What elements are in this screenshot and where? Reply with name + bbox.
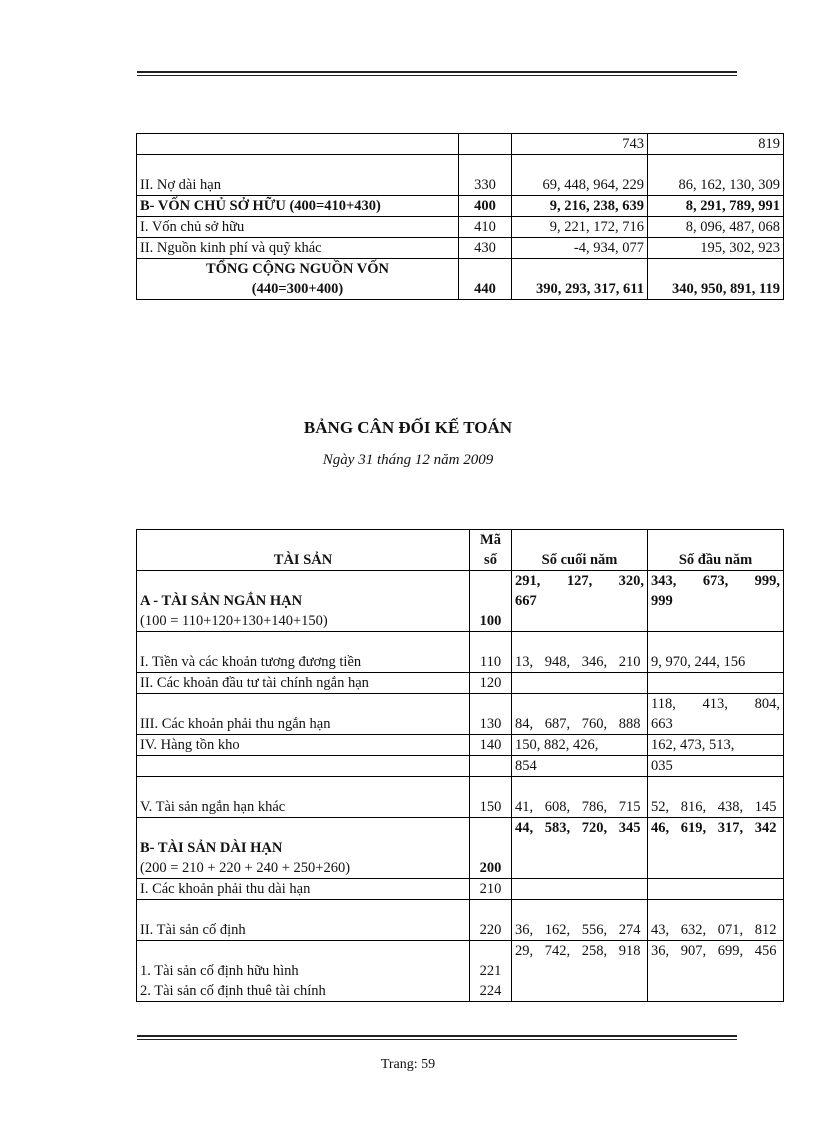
table-row [137, 673, 784, 694]
end-value [512, 879, 648, 900]
end-value: 9, 216, 238, 639 [512, 196, 648, 217]
row-label [137, 941, 470, 1002]
end-value: 291, 127, 320, 667 [512, 571, 648, 632]
end-value: 69, 448, 964, 229 [512, 155, 648, 196]
page-title: BẢNG CÂN ĐỐI KẾ TOÁN [303, 418, 513, 437]
row-label: II. Tài sản cố định [137, 900, 470, 941]
row-label-sub: (200 = 210 + 220 + 240 + 250+260) [140, 860, 351, 876]
row-label [137, 818, 470, 879]
row-label: I. Vốn chủ sở hữu [137, 217, 459, 238]
table-row [137, 217, 784, 238]
end-value: 743 [512, 134, 648, 155]
row-label: II. Nguồn kinh phí và quỹ khác [137, 238, 459, 259]
start-value: 343, 673, 999, 999 [648, 571, 784, 632]
start-value: 195, 302, 923 [648, 238, 784, 259]
start-value: 86, 162, 130, 309 [648, 155, 784, 196]
table-row [137, 632, 784, 673]
table-row [137, 879, 784, 900]
start-value: 36, 907, 699, 456 [648, 941, 784, 1002]
start-value: 162, 473, 513, [648, 735, 784, 756]
end-value: 390, 293, 317, 611 [512, 259, 648, 300]
table-row [137, 694, 784, 735]
row-code: 200 [470, 818, 512, 879]
row-label-main: 1. Tài sản cố định hữu hình [140, 963, 299, 979]
end-value: 854 [512, 756, 648, 777]
header-row [137, 530, 784, 571]
row-label-main: A - TÀI SẢN NGẮN HẠN [140, 593, 303, 609]
end-value: 41, 608, 786, 715 [512, 777, 648, 818]
total-label [137, 259, 459, 300]
row-label [137, 571, 470, 632]
start-value [648, 673, 784, 694]
end-value: 44, 583, 720, 345 [512, 818, 648, 879]
row-code: 120 [470, 673, 512, 694]
start-value: 9, 970, 244, 156 [648, 632, 784, 673]
row-code: 130 [470, 694, 512, 735]
footer-rule [137, 1035, 737, 1040]
header-start: Số đầu năm [648, 530, 784, 571]
table-row [137, 756, 784, 777]
total-label-line2: (440=300+400) [251, 281, 344, 297]
page-number: Trang: 59 [380, 1057, 436, 1072]
row-code: 140 [470, 735, 512, 756]
header-code: Mã số [470, 530, 512, 571]
table-row [137, 238, 784, 259]
table-row [137, 818, 784, 879]
row-label-sub: (100 = 110+120+130+140+150) [140, 613, 328, 629]
total-label-line1: TỔNG CỘNG NGUỒN VỐN [205, 261, 389, 277]
row-label [137, 756, 470, 777]
end-value: 29, 742, 258, 918 [512, 941, 648, 1002]
end-value: -4, 934, 077 [512, 238, 648, 259]
table-row [137, 155, 784, 196]
header-end: Số cuối năm [512, 530, 648, 571]
row-code: 330 [459, 155, 512, 196]
row-code-main: 221 [479, 963, 502, 979]
row-label [137, 134, 459, 155]
end-value [512, 673, 648, 694]
header-asset: TÀI SẢN [137, 530, 470, 571]
row-code: 220 [470, 900, 512, 941]
table-row [137, 134, 784, 155]
row-label: I. Các khoản phải thu dài hạn [137, 879, 470, 900]
row-code: 440 [459, 259, 512, 300]
row-label: I. Tiền và các khoản tương đương tiền [137, 632, 470, 673]
end-value: 150, 882, 426, [512, 735, 648, 756]
start-value: 8, 291, 789, 991 [648, 196, 784, 217]
table-row [137, 900, 784, 941]
row-label: II. Nợ dài hạn [137, 155, 459, 196]
start-value: 43, 632, 071, 812 [648, 900, 784, 941]
row-label-main: B- TÀI SẢN DÀI HẠN [140, 840, 283, 856]
table-row [137, 777, 784, 818]
row-label: II. Các khoản đầu tư tài chính ngắn hạn [137, 673, 470, 694]
row-label-sub: 2. Tài sản cố định thuê tài chính [140, 983, 326, 999]
end-value: 13, 948, 346, 210 [512, 632, 648, 673]
row-code: 410 [459, 217, 512, 238]
row-code: 100 [470, 571, 512, 632]
table-row [137, 571, 784, 632]
liabilities-table [136, 133, 784, 300]
start-value: 46, 619, 317, 342 [648, 818, 784, 879]
row-code: 430 [459, 238, 512, 259]
row-code: 400 [459, 196, 512, 217]
table-row [137, 196, 784, 217]
row-code [470, 941, 512, 1002]
table-row [137, 259, 784, 300]
table-row [137, 735, 784, 756]
start-value: 118, 413, 804, 663 [648, 694, 784, 735]
start-value: 8, 096, 487, 068 [648, 217, 784, 238]
start-value: 035 [648, 756, 784, 777]
row-code-sub: 224 [479, 983, 502, 999]
row-code: 110 [470, 632, 512, 673]
row-label: V. Tài sản ngắn hạn khác [137, 777, 470, 818]
start-value [648, 879, 784, 900]
row-label: B- VỐN CHỦ SỞ HỮU (400=410+430) [137, 196, 459, 217]
page-subtitle: Ngày 31 tháng 12 năm 2009 [322, 452, 494, 468]
start-value: 340, 950, 891, 119 [648, 259, 784, 300]
balance-sheet-table [136, 529, 784, 1002]
row-code: 150 [470, 777, 512, 818]
row-code: 210 [470, 879, 512, 900]
end-value: 84, 687, 760, 888 [512, 694, 648, 735]
header-rule [137, 71, 737, 76]
row-label: IV. Hàng tồn kho [137, 735, 470, 756]
end-value: 9, 221, 172, 716 [512, 217, 648, 238]
row-code [470, 756, 512, 777]
row-code [459, 134, 512, 155]
end-value: 36, 162, 556, 274 [512, 900, 648, 941]
row-label: III. Các khoản phải thu ngắn hạn [137, 694, 470, 735]
start-value: 52, 816, 438, 145 [648, 777, 784, 818]
start-value: 819 [648, 134, 784, 155]
table-row [137, 941, 784, 1002]
